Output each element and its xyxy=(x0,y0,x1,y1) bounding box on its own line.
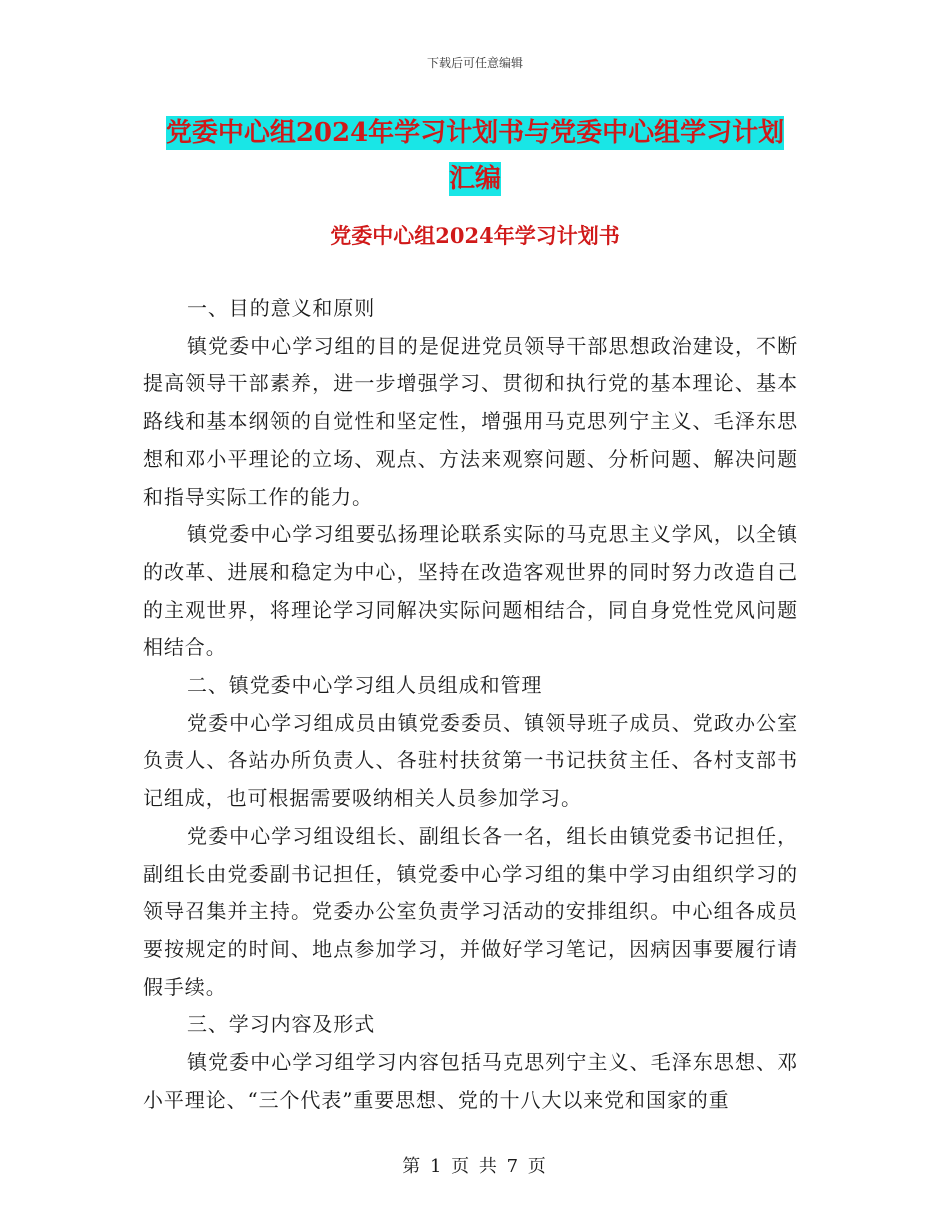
document-body xyxy=(143,290,798,1119)
heading-members: 二、镇党委中心学习组人员组成和管理 xyxy=(187,673,543,698)
document-title-line-2: 汇编 xyxy=(448,164,501,194)
header-note: 下载后可任意编辑 xyxy=(426,56,523,70)
heading-purpose: 一、目的意义和原则 xyxy=(187,296,376,320)
paragraph: 党委中心学习组成员由镇党委委员、镇领导班子成员、党政办公室负责人、各站办所负责人、各驻村扶贫第一书记扶贫主任、各村支部书记组成，也可根据需要吸纳相关人员参加学习。 xyxy=(143,710,798,811)
paragraph: 镇党委中心学习组要弘扬理论联系实际的马克思主义学风，以全镇的改革、进展和稳定为中心，坚持在改造客观世界的同时努力改造自己的主观世界，将理论学习同解决实际问题相结合，同自身党性党风问题相结合。 xyxy=(143,522,798,660)
document-title-line-1: 党委中心组2024年学习计划书与党委中心组学习计划 xyxy=(165,118,785,148)
paragraph: 党委中心学习组设组长、副组长各一名，组长由镇党委书记担任，副组长由党委副书记担任，镇党委中心学习组的集中学习由组织学习的领导召集并主持。党委办公室负责学习活动的安排组织。中心组各成员要按规定的时间、地点参加学习，并做好学习笔记，因病因事要履行请假手续。 xyxy=(143,823,798,999)
document-title xyxy=(140,110,810,202)
section-title: 党委中心组2024年学习计划书 xyxy=(330,223,620,248)
paragraph: 镇党委中心学习组学习内容包括马克思列宁主义、毛泽东思想、邓小平理论、“三个代表”重要思想、党的十八大以来党和国家的重 xyxy=(143,1050,798,1112)
page-footer: 第 1 页 共 7 页 xyxy=(402,1156,548,1177)
paragraph: 镇党委中心学习组的目的是促进党员领导干部思想政治建设，不断提高领导干部素养，进一步增强学习、贯彻和执行党的基本理论、基本路线和基本纲领的自觉性和坚定性，增强用马克思列宁主义、毛泽东思想和邓小平理论的立场、观点、方法来观察问题、分析问题、解决问题和指导实际工作的能力。 xyxy=(143,333,798,509)
heading-content: 三、学习内容及形式 xyxy=(187,1012,376,1037)
